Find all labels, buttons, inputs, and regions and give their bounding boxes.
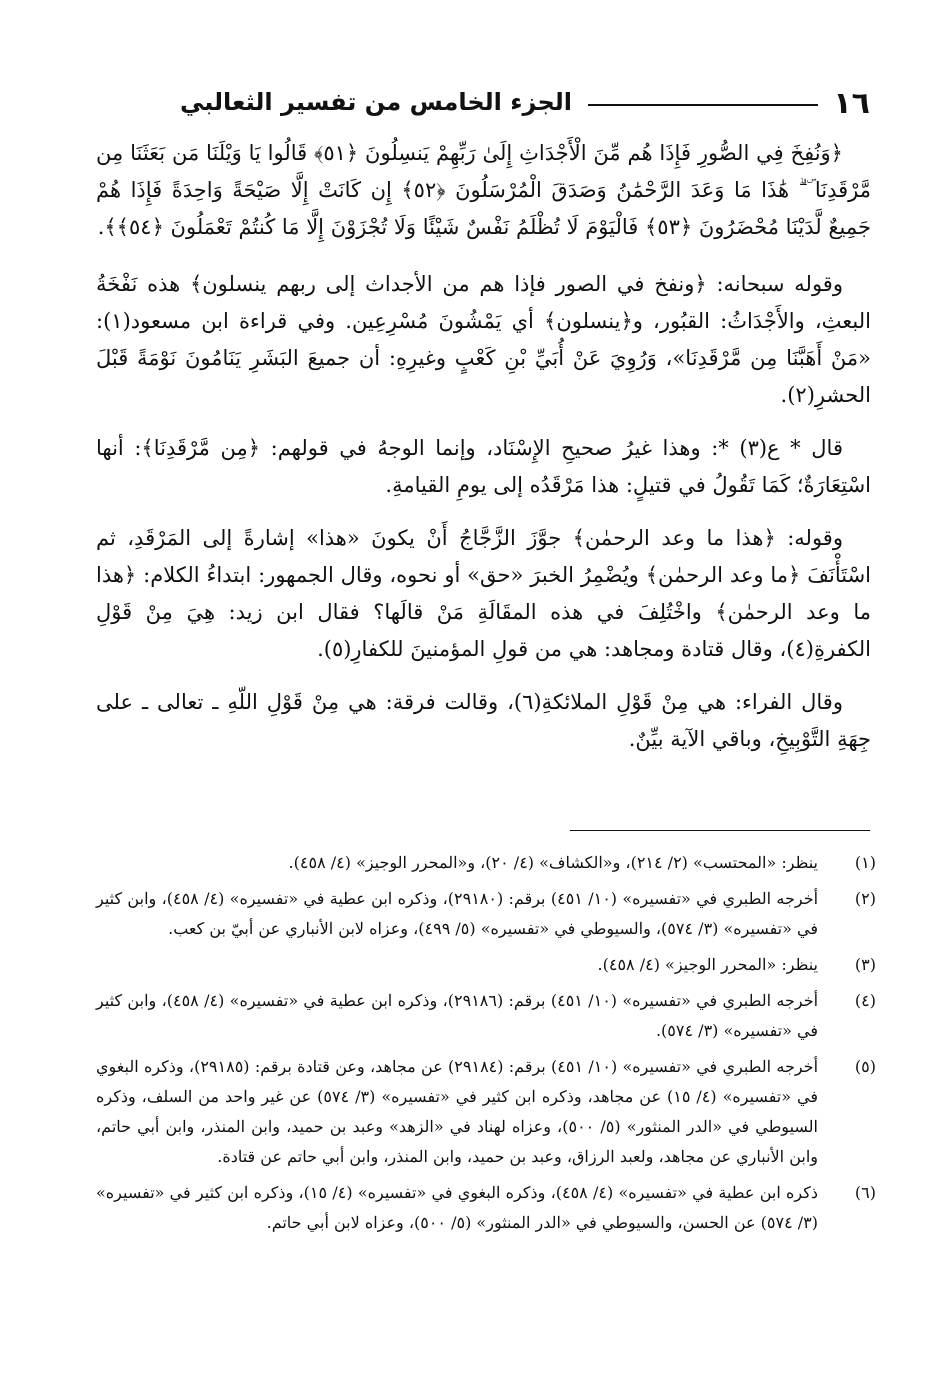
footnote-number: (٤) [854, 991, 876, 1010]
main-text [96, 135, 871, 774]
footnote-text: أخرجه الطبري في «تفسيره» (١٠/ ٤٥١) برقم: (٢٩١٨٠)، وذكره ابن عطية في «تفسيره» (٤/ ٤٥٨)، وابن كثير في «تفسيره» (٣/ ٥٧٤)، والسيوطي في «تفسيره» (٥/ ٤٩٩)، وعزاه لابن الأنباري عن أبيّ بن كعب. [96, 889, 819, 938]
footnote-number: (٢) [854, 889, 876, 908]
page-number: ١٦ [833, 86, 870, 121]
footnote-5 [96, 1052, 876, 1172]
commentary-paragraph-4: وقال الفراء: هي مِنْ قَوْلِ الملائكةِ(٦)، وقالت فرقة: هي مِنْ قَوْلِ اللّهِ ـ تعالى ـ على جِهَةِ التَّوْبِيخِ، وباقي الآية بيِّنٌ. [96, 690, 871, 751]
running-title: الجزء الخامس من تفسير الثعالبي [179, 88, 572, 116]
footnote-number: (١) [854, 853, 876, 872]
commentary-paragraph-2: قال * ع(٣) *: وهذا غيرُ صحيحِ الإِسْنَاد، وإنما الوجهُ في قولهم: ﴿مِن مَّرْقَدِنَا﴾: أنها اسْتِعَارَةٌ؛ كَمَا تَقُولُ في قتيلٍ: هذا مَرْقَدُه إلى يومِ القيامةِ. [96, 436, 871, 497]
footnotes [96, 848, 876, 1244]
footnote-text: ينظر: «المحتسب» (٢/ ٢١٤)، و«الكشاف» (٤/ ٢٠)، و«المحرر الوجيز» (٤/ ٤٥٨). [288, 853, 818, 872]
commentary-paragraph-3: وقوله: ﴿هذا ما وعد الرحمٰن﴾ جوَّزَ الزَّجَّاجُ أَنْ يكونَ «هذا» إشارةً إلى المَرْقَدِ، ثم اسْتَأْنَفَ ﴿ما وعد الرحمٰن﴾ ويُضْمِرُ الخبرَ «حق» أو نحوه، وقال الجمهور: ابتداءُ الكلام: ﴿هذا ما وعد الرحمٰن﴾ واخْتُلِفَ في هذه المقَالَةِ مَنْ قالَها؟ فقال ابن زيد: هِيَ مِنْ قَوْلِ الكفرةِ(٤)، وقال قتادة ومجاهد: هي من قولِ المؤمنينَ للكفارِ(٥). [96, 526, 871, 661]
footnote-separator [570, 830, 870, 831]
footnote-2 [96, 884, 876, 944]
footnote-4 [96, 986, 876, 1046]
quran-verses: ﴿وَنُفِخَ فِي الصُّورِ فَإِذَا هُم مِّنَ الْأَجْدَاثِ إِلَىٰ رَبِّهِمْ يَنسِلُونَ ﴿٥١﴾ قَالُوا يَا وَيْلَنَا مَن بَعَثَنَا مِن مَّرْقَدِنَا ۜ ۗ هَٰذَا مَا وَعَدَ الرَّحْمَٰنُ وَصَدَقَ الْمُرْسَلُونَ ﴿٥٢﴾ إِن كَانَتْ إِلَّا صَيْحَةً وَاحِدَةً فَإِذَا هُمْ جَمِيعٌ لَّدَيْنَا مُحْضَرُونَ ﴿٥٣﴾ فَالْيَوْمَ لَا تُظْلَمُ نَفْسٌ شَيْئًا وَلَا تُجْزَوْنَ إِلَّا مَا كُنتُمْ تَعْمَلُونَ ﴿٥٤﴾﴾. [96, 141, 871, 239]
footnote-text: أخرجه الطبري في «تفسيره» (١٠/ ٤٥١) برقم: (٢٩١٨٤) عن مجاهد، وعن قتادة برقم: (٢٩١٨٥)، وذكره البغوي في «تفسيره» (٤/ ١٥) عن مجاهد، وذكره ابن كثير في «تفسيره» (٣/ ٥٧٤) عن غير واحد من السلف، وذكره السيوطي في «الدر المنثور» (٥/ ٥٠٠)، وعزاه لهناد في «الزهد» وعبد بن حميد، وابن المنذر، وابن أبي حاتم، وابن الأنباري عن مجاهد، ولعبد الرزاق، وعبد بن حميد، وابن المنذر، وابن أبي حاتم عن قتادة. [96, 1057, 819, 1166]
footnote-1 [96, 848, 876, 878]
footnote-3 [96, 950, 876, 980]
commentary-paragraph-1: وقوله سبحانه: ﴿ونفخ في الصور فإذا هم من الأجداث إلى ربهم ينسلون﴾ هذه نَفْخَةُ البعثِ، والأَجْدَاثُ: القبُور، و﴿ينسلون﴾ أي يَمْشُونَ مُسْرِعِين. وفي قراءة ابن مسعود(١): «مَنْ أَهَبَّنَا مِن مَّرْقَدِنَا»، وَرُوِيَ عَنْ أُبَيِّ بْنِ كَعْبٍ وغيرِهِ: أن جميعَ البَشَرِ يَنَامُونَ نَوْمَةً قَبْلَ الحشرِ(٢). [96, 272, 871, 407]
footnote-text: أخرجه الطبري في «تفسيره» (١٠/ ٤٥١) برقم: (٢٩١٨٦)، وذكره ابن عطية في «تفسيره» (٤/ ٤٥٨)، وابن كثير في «تفسيره» (٣/ ٥٧٤). [96, 991, 819, 1040]
header-rule [588, 104, 818, 106]
footnote-number: (٥) [854, 1057, 876, 1076]
footnote-number: (٣) [854, 955, 876, 974]
page-header [100, 86, 870, 126]
footnote-text: ينظر: «المحرر الوجيز» (٤/ ٤٥٨). [597, 955, 818, 974]
footnote-6 [96, 1178, 876, 1238]
footnote-text: ذكره ابن عطية في «تفسيره» (٤/ ٤٥٨)، وذكره البغوي في «تفسيره» (٤/ ١٥)، وذكره ابن كثير في «تفسيره» (٣/ ٥٧٤) عن الحسن، والسيوطي في «الدر المنثور» (٥/ ٥٠٠)، وعزاه لابن أبي حاتم. [96, 1183, 818, 1232]
footnote-number: (٦) [854, 1183, 876, 1202]
